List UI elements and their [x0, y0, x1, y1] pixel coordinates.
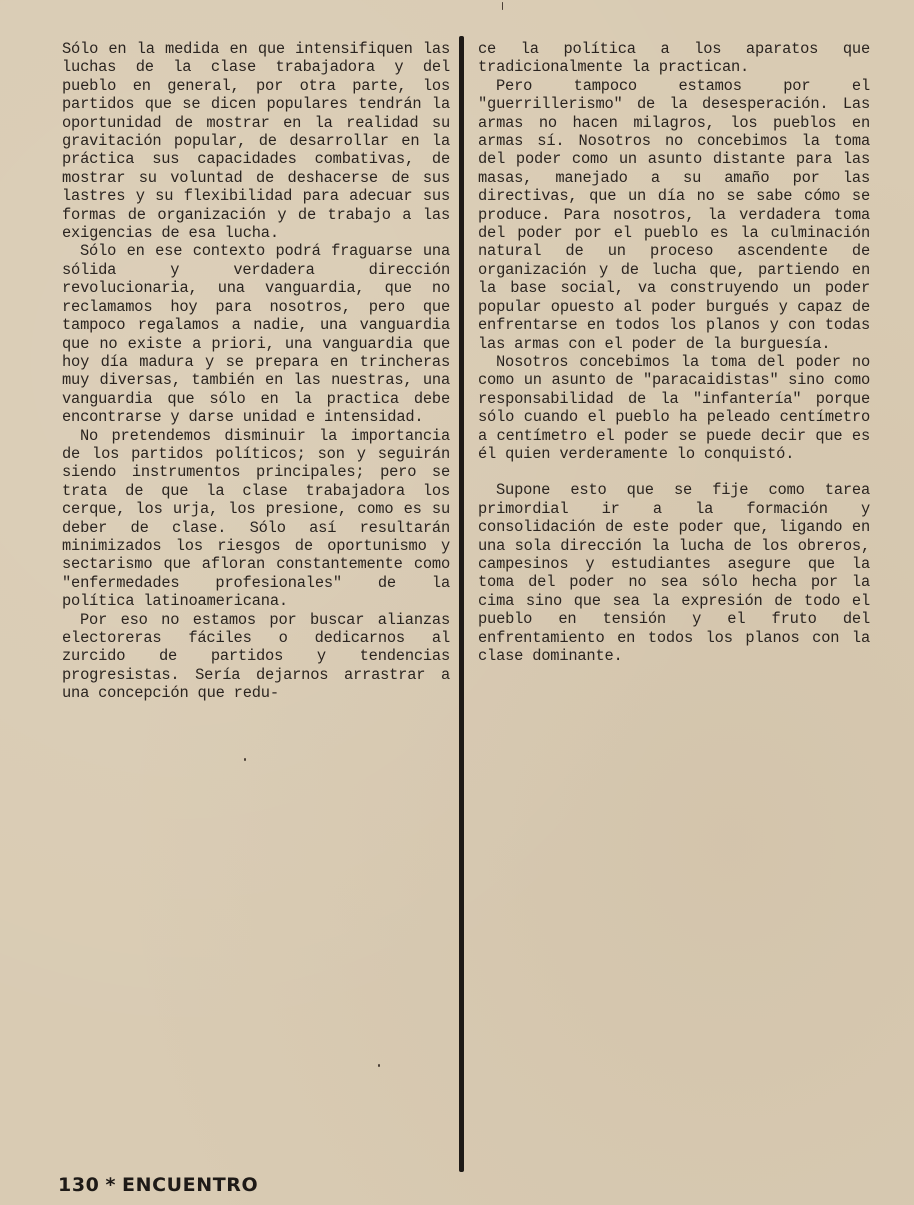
right-column — [478, 40, 870, 665]
paragraph: ce la política a los aparatos que tradicionalmente la practican. — [478, 40, 870, 77]
left-column — [62, 40, 450, 703]
paragraph: Pero tampoco estamos por el "guerrillerismo" de la desesperación. Las armas no hacen milagros, los pueblos en armas sí. Nosotros no concebimos la toma del poder como un asunto distante para las masas, manejado a su amaño por las directivas, que un día no se sabe cómo se produce. Para nosotros, la verdadera toma del poder por el pueblo es la culminación natural de un proceso ascendente de organización y de lucha que, partiendo en la base social, va construyendo un poder popular opuesto al poder burgués y capaz de enfrentarse en todos los planos y con todas las armas con el poder de la burguesía. — [478, 76, 870, 353]
paper-speck — [378, 1064, 380, 1067]
column-divider-rule — [459, 36, 464, 1172]
paragraph: Sólo en ese contexto podrá fraguarse una sólida y verdadera dirección revolucionaria, una vanguardia, que no reclamamos hoy para nosotros, pero que tampoco regalamos a nadie, una vanguardia que no existe a priori, una vanguardia que hoy día madura y se prepara en trincheras muy diversas, también en las nuestras, una vanguardia que sólo en la practica debe encontrarse y darse unidad e intensidad. — [62, 242, 450, 427]
page-footer — [58, 1174, 258, 1196]
footer-separator: * — [105, 1174, 117, 1196]
publication-name: ENCUENTRO — [122, 1174, 259, 1196]
paragraph: Nosotros concebimos la toma del poder no como un asunto de "paracaidistas" sino como responsabilidad de la "infantería" porque sólo cuando el pueblo ha peleado centímetro a centímetro el poder se puede decir que es él quien verderamente lo conquistó. — [478, 352, 870, 463]
paper-speck — [244, 758, 246, 761]
paragraph: Sólo en la medida en que intensifiquen las luchas de la clase trabajadora y del pueblo en general, por otra parte, los partidos que se dicen populares tendrán la oportunidad de mostrar en la realidad su gravitación popular, de desarrollar en la práctica sus capacidades combativas, de mostrar su voluntad de deshacerse de sus lastres y su flexibilidad para adecuar sus formas de organización y de trabajo a las exigencias de esa lucha. — [62, 40, 450, 243]
paper-speck — [502, 2, 503, 10]
paragraph: Supone esto que se fije como tarea primordial ir a la formación y consolidación de este poder que, ligando en una sola dirección la lucha de los obreros, campesinos y estudiantes asegure que la toma del poder no sea sólo hecha por la cima sino que sea la expresión de todo el pueblo en tensión y el fruto del enfrentamiento en todos los planos con la clase dominante. — [478, 481, 870, 665]
paragraph: No pretendemos disminuir la importancia de los partidos políticos; son y seguirán siendo instrumentos principales; pero se trata de que la clase trabajadora los cerque, los urja, los presione, como es su deber de clase. Sólo así resultarán minimizados los riesgos de oportunismo y sectarismo que afloran constantemente como "enfermedades profesionales" de la política latinoamericana. — [62, 426, 450, 611]
page-number: 130 — [58, 1174, 100, 1196]
paragraph: Por eso no estamos por buscar alianzas electoreras fáciles o dedicarnos al zurcido de partidos y tendencias progresistas. Sería dejarnos arrastrar a una concepción que redu- — [62, 610, 450, 703]
